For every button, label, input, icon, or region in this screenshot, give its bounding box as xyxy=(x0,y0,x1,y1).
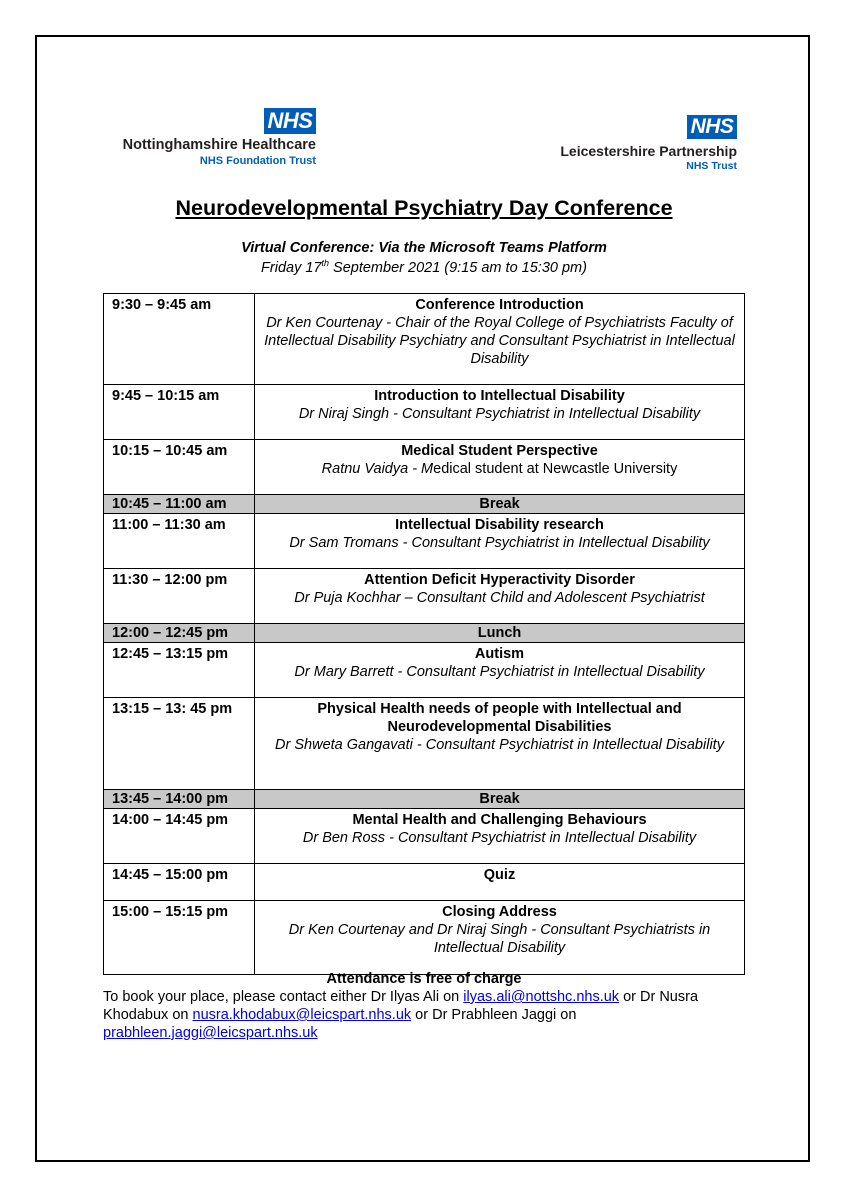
session-time: 14:45 – 15:00 pm xyxy=(104,864,255,901)
session-time: 10:45 – 11:00 am xyxy=(104,495,255,514)
org-name-left: Nottinghamshire Healthcare xyxy=(122,137,316,153)
break-row xyxy=(104,495,745,514)
org-sub-right: NHS Trust xyxy=(686,160,737,172)
session-title: Physical Health needs of people with Intellectual and Neurodevelopmental Disabilities xyxy=(317,701,682,735)
session-speaker xyxy=(263,460,736,478)
session-time: 14:00 – 14:45 pm xyxy=(104,809,255,864)
table-row xyxy=(104,569,745,624)
session-time: 11:00 – 11:30 am xyxy=(104,514,255,569)
session-speaker: Dr Ken Courtenay - Chair of the Royal College of Psychiatrists Faculty of Intellectual Disability Psychiatry and Consultant Psychiatrist in Intellectual Disability xyxy=(264,315,735,367)
email-link-prabhleen[interactable]: prabhleen.jaggi@leicspart.nhs.uk xyxy=(103,1025,318,1041)
conference-subtitle: Virtual Conference: Via the Microsoft Teams Platform xyxy=(241,240,607,256)
session-details xyxy=(255,514,745,569)
session-time: 12:45 – 13:15 pm xyxy=(104,643,255,698)
session-title: Medical Student Perspective xyxy=(401,443,598,459)
session-details xyxy=(255,569,745,624)
session-speaker: Dr Ken Courtenay and Dr Niraj Singh - Consultant Psychiatrists in Intellectual Disability xyxy=(288,922,711,956)
session-details xyxy=(255,643,745,698)
session-speaker: Dr Mary Barrett - Consultant Psychiatrist in Intellectual Disability xyxy=(294,664,705,680)
org-sub-left: NHS Foundation Trust xyxy=(199,155,316,167)
session-time: 11:30 – 12:00 pm xyxy=(104,569,255,624)
session-details xyxy=(255,790,745,809)
session-title: Intellectual Disability research xyxy=(395,517,604,533)
leicestershire-partnership-logo xyxy=(560,115,737,172)
session-time: 15:00 – 15:15 pm xyxy=(104,901,255,975)
session-speaker: Dr Shweta Gangavati - Consultant Psychiatrist in Intellectual Disability xyxy=(275,737,724,753)
session-title: Mental Health and Challenging Behaviours xyxy=(352,812,647,828)
table-row xyxy=(104,643,745,698)
attendance-note: Attendance is free of charge xyxy=(326,971,522,987)
email-link-ilyas[interactable]: ilyas.ali@nottshc.nhs.uk xyxy=(463,989,620,1005)
page-title: Neurodevelopmental Psychiatry Day Conference xyxy=(175,196,673,220)
session-details xyxy=(255,698,745,790)
session-details xyxy=(255,495,745,514)
session-title: Lunch xyxy=(477,625,522,641)
date-suffix-sup: th xyxy=(321,258,330,268)
session-speaker: Dr Sam Tromans - Consultant Psychiatrist in Intellectual Disability xyxy=(289,535,710,551)
lunch-row xyxy=(104,624,745,643)
table-row xyxy=(104,901,745,975)
booking-text-3: or Dr Prabhleen Jaggi on xyxy=(411,1007,577,1023)
booking-info xyxy=(103,970,745,1042)
break-row xyxy=(104,790,745,809)
session-details xyxy=(255,440,745,495)
agenda-table xyxy=(103,293,745,975)
session-speaker-plain: edical student at Newcastle University xyxy=(433,461,678,477)
session-details xyxy=(255,624,745,643)
session-details xyxy=(255,385,745,440)
booking-text xyxy=(103,988,745,1042)
session-title: Conference Introduction xyxy=(415,297,584,313)
conference-date xyxy=(0,258,848,276)
session-time: 10:15 – 10:45 am xyxy=(104,440,255,495)
session-title: Break xyxy=(479,496,520,512)
session-time: 13:45 – 14:00 pm xyxy=(104,790,255,809)
table-row xyxy=(104,294,745,385)
session-details xyxy=(255,864,745,901)
session-time: 9:30 – 9:45 am xyxy=(104,294,255,385)
session-details xyxy=(255,809,745,864)
session-title: Quiz xyxy=(483,867,516,883)
booking-text-2: or Dr Nusra Khodabux on xyxy=(103,989,699,1023)
nhs-badge-right: NHS xyxy=(687,115,737,139)
session-details xyxy=(255,294,745,385)
session-title: Attention Deficit Hyperactivity Disorder xyxy=(364,572,635,588)
session-speaker: Dr Puja Kochhar – Consultant Child and Adolescent Psychiatrist xyxy=(294,590,705,606)
session-time: 13:15 – 13: 45 pm xyxy=(104,698,255,790)
session-title: Break xyxy=(479,791,520,807)
nhs-badge-left: NHS xyxy=(264,108,316,134)
booking-text-1: To book your place, please contact either Dr Ilyas Ali on xyxy=(103,989,464,1005)
session-title: Closing Address xyxy=(442,904,557,920)
table-row xyxy=(104,385,745,440)
table-row xyxy=(104,864,745,901)
session-speaker: Dr Ben Ross - Consultant Psychiatrist in Intellectual Disability xyxy=(302,830,697,846)
table-row xyxy=(104,809,745,864)
session-details xyxy=(255,901,745,975)
session-title: Autism xyxy=(474,646,525,662)
session-time: 9:45 – 10:15 am xyxy=(104,385,255,440)
nottinghamshire-healthcare-logo xyxy=(106,108,316,168)
table-row xyxy=(104,440,745,495)
table-row xyxy=(104,514,745,569)
table-row xyxy=(104,698,745,790)
date-prefix: Friday 17 xyxy=(261,259,322,276)
session-speaker: Dr Niraj Singh - Consultant Psychiatrist in Intellectual Disability xyxy=(298,406,701,422)
session-title: Introduction to Intellectual Disability xyxy=(374,388,625,404)
org-name-right: Leicestershire Partnership xyxy=(560,143,737,159)
email-link-nusra[interactable]: nusra.khodabux@leicspart.nhs.uk xyxy=(192,1007,412,1023)
session-speaker-italic: Ratnu Vaidya - M xyxy=(321,461,434,477)
date-rest: September 2021 (9:15 am to 15:30 pm) xyxy=(329,259,587,276)
session-time: 12:00 – 12:45 pm xyxy=(104,624,255,643)
